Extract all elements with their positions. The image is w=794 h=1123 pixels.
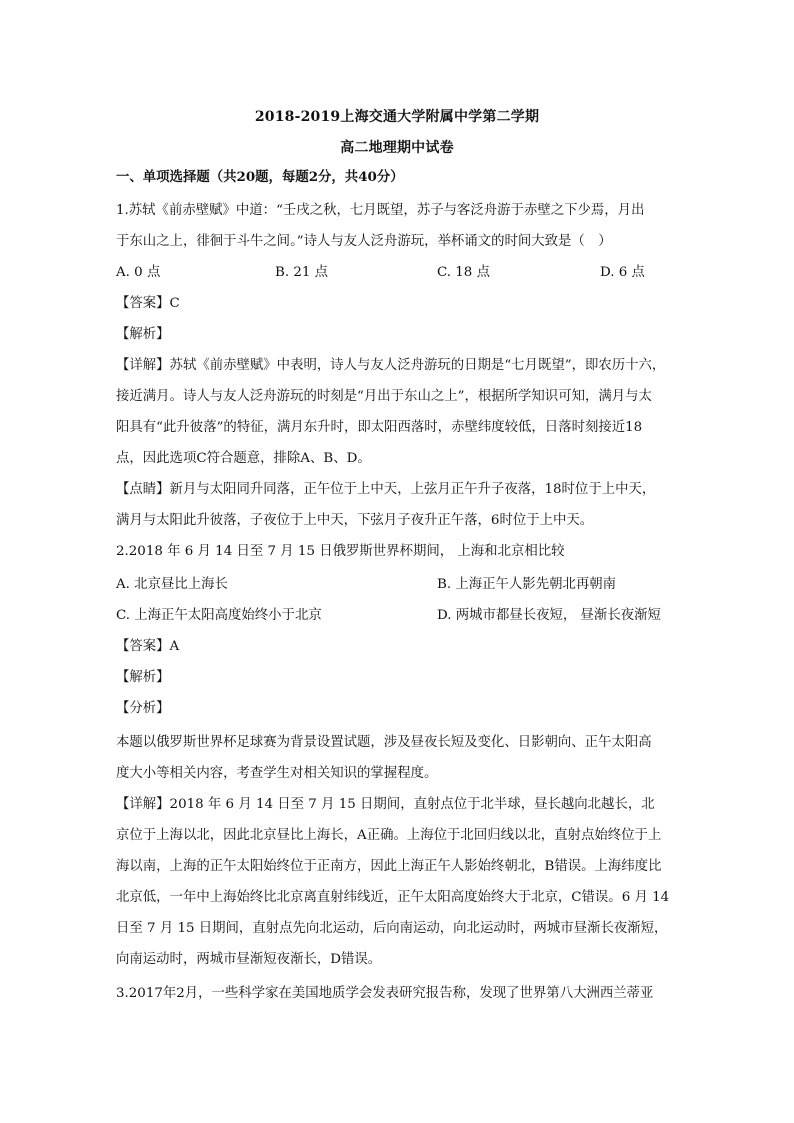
q1-detail-line: 接近满月。诗人与友人泛舟游玩的时刻是“月出于东山之上”，根据所学知识可知，满月与太 [116, 389, 652, 404]
q1-tip-line: 【点睛】新月与太阳同升同落，正午位于上中天，上弦月正午升子夜落，18时位于上中天， [116, 482, 656, 497]
section-heading: 一、单项选择题（共20题，每题2分，共40分） [116, 169, 404, 185]
q1-detail-line: 【详解】苏轼《前赤壁赋》中表明，诗人与友人泛舟游玩的日期是“七月既望”，即农历十六， [116, 358, 666, 373]
q2-option-d: D. 两城市都昼长夜短， 昼渐长夜渐短 [437, 608, 661, 623]
q2-detail-line: 海以南，上海的正午太阳始终位于正南方，因此上海正午人影始终朝北，B错误。上海纬度比 [116, 859, 662, 874]
q2-detail-line: 【详解】2018 年 6 月 14 日至 7 月 15 日期间，直射点位于北半球，昼长越向北越长，北 [116, 797, 655, 812]
q1-option-a: A. 0 点 [116, 265, 161, 280]
q1-analysis-label: 【解析】 [116, 327, 170, 342]
q1-stem-line-1: 1.苏轼《前赤壁赋》中道：“壬戌之秋，七月既望，苏子与客泛舟游于赤壁之下少焉，月出 [116, 203, 645, 218]
q1-option-d: D. 6 点 [600, 265, 645, 280]
q1-detail-line: 阳具有“此升彼落”的特征，满月东升时，即太阳西落时，赤壁纬度较低，日落时刻接近18 [116, 420, 643, 435]
q2-stem: 2.2018 年 6 月 14 日至 7 月 15 日俄罗斯世界杯期间， 上海和北京相比较 [116, 544, 565, 559]
q2-option-a: A. 北京昼比上海长 [116, 577, 228, 592]
q1-tip-line: 满月与太阳此升彼落，子夜位于上中天，下弦月子夜升正午落，6时位于上中天。 [116, 513, 594, 528]
q2-fenxi-label: 【分析】 [116, 701, 170, 716]
q1-stem-line-2: 于东山之上，徘徊于斗牛之间。”诗人与友人泛舟游玩，举杯诵文的时间大致是（ ） [116, 234, 612, 249]
q2-option-c: C. 上海正午太阳高度始终小于北京 [116, 608, 322, 623]
q3-stem-line-1: 3.2017年2月，一些科学家在美国地质学会发表研究报告称，发现了世界第八大洲西兰蒂亚 [116, 986, 654, 1001]
q2-fenxi-line: 本题以俄罗斯世界杯足球赛为背景设置试题，涉及昼夜长短及变化、日影朝向、正午太阳高 [116, 735, 652, 750]
q2-detail-line: 日至 7 月 15 日期间，直射点先向北运动，后向南运动，向北运动时，两城市昼渐长夜渐短， [116, 921, 668, 936]
q2-detail-line: 向南运动时，两城市昼渐短夜渐长，D错误。 [116, 952, 382, 967]
q2-detail-line: 北京低，一年中上海始终比北京离直射纬线近，正午太阳高度始终大于北京，C错误。6 月 14 [116, 890, 670, 905]
exam-title: 2018-2019上海交通大学附属中学第二学期 [254, 109, 540, 125]
q2-answer: 【答案】A [116, 639, 180, 654]
q1-detail-line: 点，因此选项C符合题意，排除A、B、D。 [116, 451, 371, 466]
q2-analysis-label: 【解析】 [116, 670, 170, 685]
q1-option-c: C. 18 点 [437, 265, 490, 280]
q2-detail-line: 京位于上海以北，因此北京昼比上海长，A正确。上海位于北回归线以北，直射点始终位于上 [116, 828, 662, 843]
exam-subtitle: 高二地理期中试卷 [340, 140, 454, 156]
q1-answer: 【答案】C [116, 296, 180, 311]
q1-option-b: B. 21 点 [275, 265, 329, 280]
q2-fenxi-line: 度大小等相关内容，考查学生对相关知识的掌握程度。 [116, 766, 438, 781]
q2-option-b: B. 上海正午人影先朝北再朝南 [437, 577, 617, 592]
